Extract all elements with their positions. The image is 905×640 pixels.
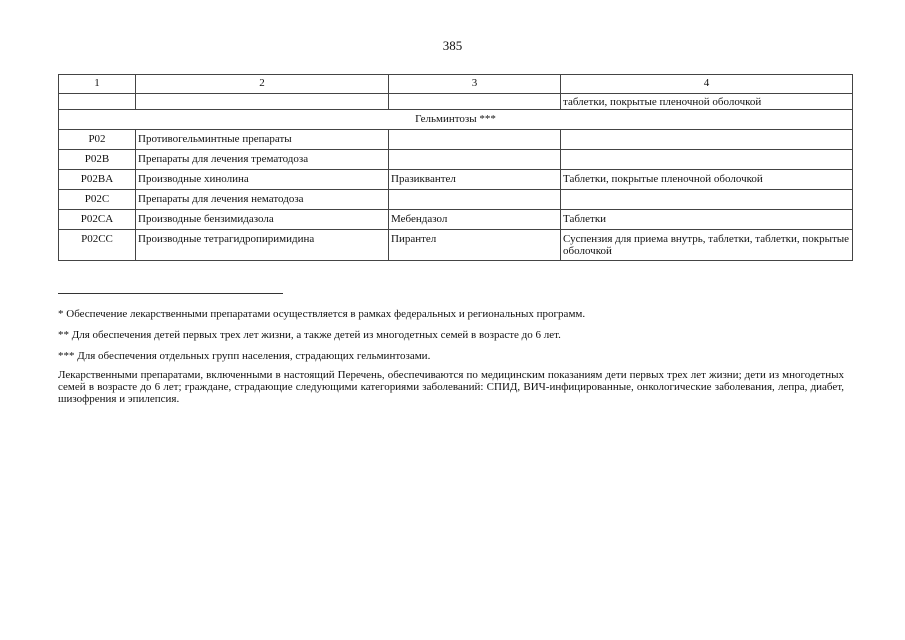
drug-name	[389, 190, 561, 210]
atc-code: P02CC	[59, 230, 136, 261]
group-name: Препараты для лечения нематодоза	[136, 190, 389, 210]
drug-name	[389, 130, 561, 150]
column-header-1: 1	[59, 75, 136, 94]
group-name: Производные хинолина	[136, 170, 389, 190]
atc-code: P02C	[59, 190, 136, 210]
drug-name	[389, 150, 561, 170]
footnote-divider	[58, 293, 283, 294]
footnote-2: ** Для обеспечения детей первых трех лет жизни, а также детей из многодетных семей в возрасте до 6 лет.	[58, 329, 561, 341]
dosage-form: Суспензия для приема внутрь, таблетки, таблетки, покрытые оболочкой	[561, 230, 853, 261]
atc-code: P02BA	[59, 170, 136, 190]
drug-name: Пирантел	[389, 230, 561, 261]
group-name: Препараты для лечения трематодоза	[136, 150, 389, 170]
dosage-form: Таблетки	[561, 210, 853, 230]
footnote-3: *** Для обеспечения отдельных групп населения, страдающих гельминтозами.	[58, 350, 431, 362]
atc-code: P02	[59, 130, 136, 150]
table-row	[59, 190, 853, 210]
dosage-form	[561, 150, 853, 170]
group-name: Производные бензимидазола	[136, 210, 389, 230]
dosage-form	[561, 130, 853, 150]
footnotes	[58, 308, 844, 414]
table-cell	[59, 94, 136, 110]
dosage-form: Таблетки, покрытые пленочной оболочкой	[561, 170, 853, 190]
dosage-form	[561, 190, 853, 210]
drug-name: Празиквантел	[389, 170, 561, 190]
column-header-2: 2	[136, 75, 389, 94]
group-name: Противогельминтные препараты	[136, 130, 389, 150]
table-cell	[389, 94, 561, 110]
table-row	[59, 150, 853, 170]
section-row	[59, 110, 853, 130]
group-name: Производные тетрагидропиримидина	[136, 230, 389, 261]
table-row	[59, 230, 853, 261]
table-cell: таблетки, покрытые пленочной оболочкой	[561, 94, 853, 110]
continuation-row	[59, 94, 853, 110]
table-header-row	[59, 75, 853, 94]
table-cell	[136, 94, 389, 110]
table-row	[59, 170, 853, 190]
drug-table	[58, 74, 853, 261]
atc-code: P02B	[59, 150, 136, 170]
drug-name: Мебендазол	[389, 210, 561, 230]
table-row	[59, 130, 853, 150]
page-number: 385	[442, 38, 463, 53]
closing-paragraph: Лекарственными препаратами, включенными в настоящий Перечень, обеспечиваются по медицинским показаниям дети первых трех лет жизни; дети из многодетных семей в возрасте до 6 лет; граждане, страдающие следующими категориями заболеваний: СПИД, ВИЧ-инфицированные, онкологические заболевания, лепра, диабет, шизофрения и эпилепсия.	[58, 369, 844, 405]
table-row	[59, 210, 853, 230]
column-header-4: 4	[561, 75, 853, 94]
atc-code: P02CA	[59, 210, 136, 230]
footnote-1: * Обеспечение лекарственными препаратами осуществляется в рамках федеральных и региональных программ.	[58, 308, 586, 320]
section-title: Гельминтозы ***	[59, 110, 853, 130]
column-header-3: 3	[389, 75, 561, 94]
